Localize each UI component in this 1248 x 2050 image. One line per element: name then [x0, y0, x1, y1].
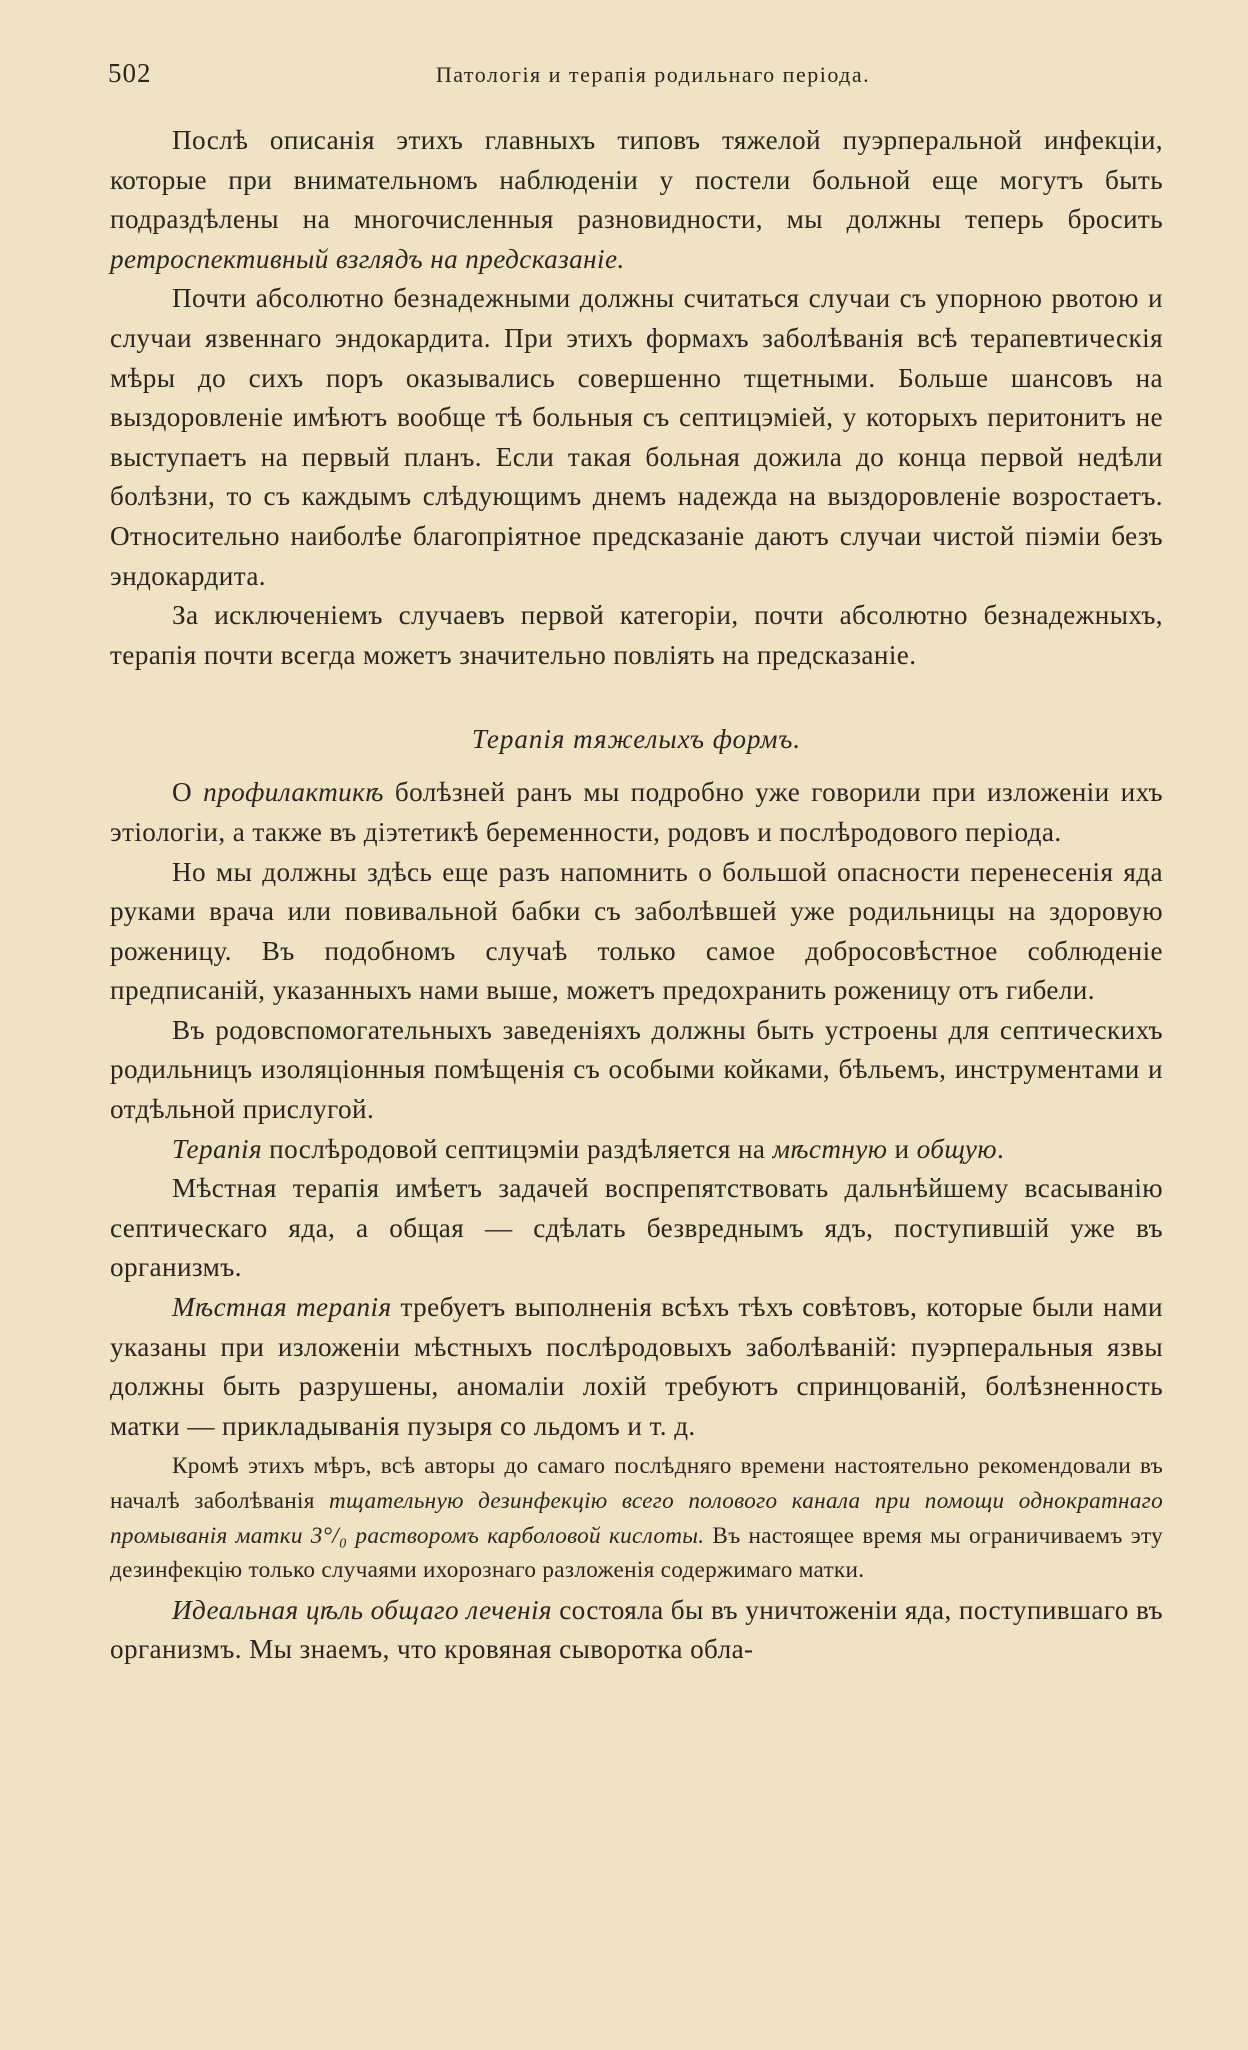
- text: и: [887, 1133, 917, 1164]
- paragraph-prognosis-cases: Почти абсолютно безнадежными должны считаться случаи съ упорною рвотою и случаи язвеннаго эндокардита. При этихъ формахъ заболѣванія всѣ терапевтическія мѣры до сихъ поръ оказывались совершенно тщетными. Больше шансовъ на выздоровленіе имѣютъ вообще тѣ больныя съ септицэміей, у которыхъ перитонитъ не выступаетъ на первый планъ. Если такая больная дожила до конца первой недѣли болѣзни, то съ каждымъ слѣдующимъ днемъ надежда на выздоровленіе возростаетъ. Относительно наиболѣе благопріятное предсказаніе даютъ случаи чистой піэміи безъ эндокардита.: [110, 283, 1163, 591]
- paragraph-contagion: Но мы должны здѣсь еще разъ напомнить о большой опасности перенесенія яда руками врача или повивальной бабки съ заболѣвшей уже родильницы на здоровую роженицу. Въ подобномъ случаѣ только самое добросовѣстное соблюденіе предписаній, указанныхъ нами выше, можетъ предохранить роженицу отъ гибели.: [110, 856, 1163, 1006]
- paragraph-isolation: Въ родовспомогательныхъ заведеніяхъ должны быть устроены для септическихъ родильницъ изоляціонныя помѣщенія съ особыми койками, бѣльемъ, инструментами и отдѣльной прислугой.: [110, 1014, 1163, 1125]
- text: Послѣ описанія этихъ главныхъ типовъ тяжелой пуэрперальной инфекціи, которые при внимательномъ наблюденіи у постели больной еще могутъ быть подраздѣлены на многочисленныя разновидности, мы должны теперь бросить: [110, 125, 1163, 235]
- paragraph-therapy-division: [110, 1130, 1163, 1170]
- emphasis: ретроспективный взглядъ на предсказаніе.: [110, 243, 625, 274]
- text: .: [996, 1133, 1005, 1164]
- text: требуетъ выполненія всѣхъ тѣхъ совѣтовъ, которые были нами указаны при изложеніи мѣстныхъ послѣродовыхъ заболѣваній: пуэрперальныя язвы должны быть разрушены, аномаліи лохій требуютъ спринцованій, болѣзненность матки — прикладыванія пузыря со льдомъ и т. д.: [110, 1292, 1163, 1441]
- paragraph-prophylaxis: [110, 773, 1163, 852]
- emphasis: мѣстную: [772, 1133, 888, 1164]
- running-title: Патологія и терапія родильнаго періода.: [435, 62, 871, 87]
- emphasis: Мѣстная терапія: [172, 1292, 392, 1323]
- text: болѣзней ранъ мы подробно уже говорили при изложеніи ихъ этіологіи, а также въ діэтетикѣ беременности, родовъ и послѣродового періода.: [110, 777, 1163, 847]
- paragraph-prognosis-therapy: За исключеніемъ случаевъ первой категоріи, почти абсолютно безнадежныхъ, терапія почти всегда можетъ значительно повліять на предсказаніе.: [110, 600, 1163, 670]
- emphasis: общую: [916, 1133, 997, 1164]
- emphasis: Идеальная цѣль общаго леченія: [172, 1594, 552, 1625]
- page-number: 502: [108, 58, 152, 88]
- paragraph-local-therapy: [110, 1288, 1163, 1446]
- emphasis: Терапія: [172, 1133, 262, 1164]
- emphasis: тщательную дезинфекцію всего полового канала при помощи однократнаго промыванія матки 3°/₀ растворомъ карболовой кислоты.: [110, 1488, 1163, 1549]
- text: О: [172, 777, 204, 808]
- page-header: [108, 58, 1158, 98]
- section-heading: Терапія тяжелыхъ формъ.: [471, 724, 802, 755]
- text: Въ настоящее время мы ограничиваемъ эту дезинфекцію только случаями ихорознаго разложенія содержимаго матки.: [110, 1522, 1163, 1584]
- page-body: [110, 121, 1163, 1670]
- text: состояла бы въ уничтоженіи яда, поступившаго въ организмъ. Мы знаемъ, что кровяная сыворотка обла-: [110, 1594, 1163, 1665]
- text: Кромѣ этихъ мѣръ, всѣ авторы до самаго послѣдняго времени настоятельно рекомендовали въ началѣ заболѣванія: [110, 1453, 1163, 1514]
- paragraph-local-general: Мѣстная терапія имѣетъ задачей воспрепятствовать дальнѣйшему всасыванію септическаго яда, а общая — сдѣлать безвреднымъ ядъ, поступившій уже въ организмъ.: [110, 1173, 1163, 1283]
- paragraph-disinfection-note: [110, 1449, 1163, 1587]
- paragraph-general-treatment: [110, 1591, 1163, 1670]
- paragraph-prognosis-intro: [110, 121, 1163, 279]
- text: послѣродовой септицэміи раздѣляется на: [261, 1133, 773, 1164]
- emphasis: профилактикѣ: [203, 777, 384, 808]
